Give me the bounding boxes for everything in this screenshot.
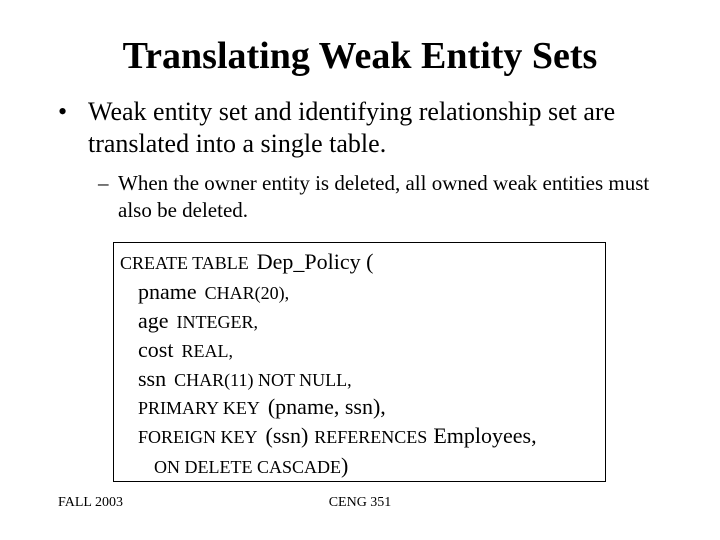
sql-code-box xyxy=(113,242,606,482)
code-line-pname xyxy=(138,279,289,308)
code-line-on-delete xyxy=(154,453,348,482)
column-name: pname xyxy=(138,279,197,304)
column-type: INTEGER, xyxy=(176,312,259,332)
closing-paren: ) xyxy=(341,453,349,478)
bullet-text: Weak entity set and identifying relationship set are translated into a single table. xyxy=(88,97,616,158)
column-name: ssn xyxy=(138,366,167,391)
references-keyword: REFERENCES xyxy=(314,427,428,447)
code-line-ssn xyxy=(138,366,352,395)
sub-bullet-text: When the owner entity is deleted, all owned weak entities must also be deleted. xyxy=(118,171,650,222)
code-line-create xyxy=(120,249,373,278)
dash-icon: – xyxy=(98,171,109,195)
column-name: cost xyxy=(138,337,174,362)
foreign-key-keyword: FOREIGN KEY xyxy=(138,427,258,447)
create-table-keyword: CREATE TABLE xyxy=(120,253,249,273)
table-name: Dep_Policy ( xyxy=(256,249,374,274)
code-line-cost xyxy=(138,337,233,366)
foreign-key-column: (ssn) xyxy=(265,423,309,448)
primary-key-keyword: PRIMARY KEY xyxy=(138,398,260,418)
slide-title: Translating Weak Entity Sets xyxy=(122,35,598,77)
column-name: age xyxy=(138,308,169,333)
primary-key-columns: (pname, ssn), xyxy=(267,394,386,419)
code-line-primary-key xyxy=(138,394,386,423)
code-line-age xyxy=(138,308,258,337)
bullet-dot-icon: • xyxy=(58,97,68,126)
bullet-item xyxy=(58,96,698,160)
column-type: CHAR(11) NOT NULL, xyxy=(174,370,352,390)
footer-course: CENG 351 xyxy=(328,495,392,510)
footer-date: FALL 2003 xyxy=(58,495,123,510)
code-line-foreign-key xyxy=(138,423,537,452)
sub-bullet-item xyxy=(98,170,658,224)
column-type: CHAR(20), xyxy=(204,283,290,303)
referenced-table: Employees, xyxy=(433,423,537,448)
column-type: REAL, xyxy=(181,341,233,361)
on-delete-clause: ON DELETE CASCADE xyxy=(154,457,341,477)
